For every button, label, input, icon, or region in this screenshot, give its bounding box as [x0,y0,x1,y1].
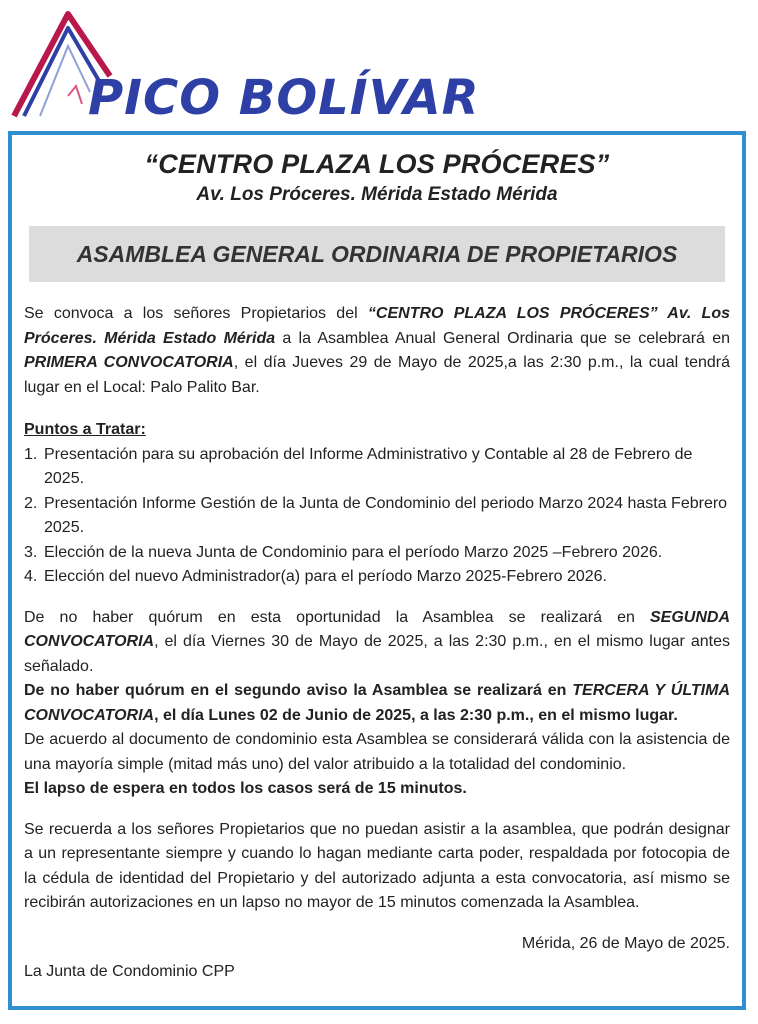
assembly-heading: ASAMBLEA GENERAL ORDINARIA DE PROPIETARIOS [29,226,725,282]
third-call-paragraph: De no haber quórum en el segundo aviso la Asamblea se realizará en TERCERA Y ÚLTIMA CONVOCATORIA, el día Lunes 02 de Junio de 2025, a las 2:30 p.m., en el mismo lugar. [24,682,731,724]
pico-bolivar-logo [10,6,480,126]
waiting-time-note: El lapso de espera en todos los casos será de 15 minutos. [24,780,467,797]
svg-text:PICO BOLÍVAR: PICO BOLÍVAR [88,70,480,126]
building-title: “CENTRO PLAZA LOS PRÓCERES” [144,149,610,179]
agenda-list [24,443,730,590]
validity-paragraph: De acuerdo al documento de condominio esta Asamblea se considerará válida con la asistencia de una mayoría simple (mitad más uno) del valor atribuido a la totalidad del condominio. [24,731,730,773]
agenda-item: 4. Elección del nuevo Administrador(a) para el período Marzo 2025-Febrero 2026. [24,568,607,585]
signature: La Junta de Condominio CPP [24,963,235,980]
notice-date: Mérida, 26 de Mayo de 2025. [521,934,730,952]
notice-frame [8,131,746,1010]
intro-paragraph: Se convoca a los señores Propietarios del “CENTRO PLAZA LOS PRÓCERES” Av. Los Próceres. Mérida Estado Mérida a la Asamblea Anual General Ordinaria que se celebrará en PRIMERA CONVOCATORIA, el día Jueves 29 de Mayo de 2025,a las 2:30 p.m., la cual tendrá lugar en el Local: Palo Palito Bar. [24,305,730,396]
agenda-item: 1. Presentación para su aprobación del Informe Administrativo y Contable al 28 de Febrero de 2025. [24,445,693,487]
reminder-paragraph: Se recuerda a los señores Propietarios que no puedan asistir a la asamblea, que podrán designar a un representante siempre y cuando lo hagan mediante carta poder, respaldada por fotocopia de la cédula de identidad del Propietario y del autorizado adjunta a esta convocatoria, así mismo se recibirán autorizaciones en un lapso no mayor de 15 minutos comenzada la Asamblea. [24,820,730,911]
agenda-item: 2. Presentación Informe Gestión de la Junta de Condominio del periodo Marzo 2024 hasta Febrero 2025. [24,494,728,536]
agenda-item: 3. Elección de la nueva Junta de Condominio para el período Marzo 2025 –Febrero 2026. [24,543,663,561]
building-address: Av. Los Próceres. Mérida Estado Mérida [196,184,558,205]
agenda-heading: Puntos a Tratar: [24,421,146,438]
second-call-paragraph: De no haber quórum en esta oportunidad la Asamblea se realizará en SEGUNDA CONVOCATORIA, el día Viernes 30 de Mayo de 2025, a las 2:30 p.m., en el mismo lugar antes señalado. [24,608,730,675]
